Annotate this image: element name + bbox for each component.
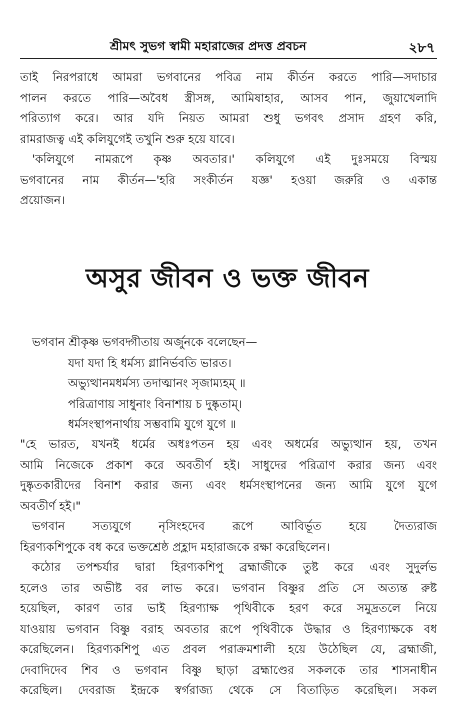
text-line: দুষ্কৃতকারীদের বিনাশ করার জন্য এবং ধর্মসংস্থাপনের জন্য আমি যুগে যুগে <box>20 478 437 492</box>
text-line: "হে ভারত, যখনই ধর্মের অধঃপতন হয় এবং অধর্মের অভ্যুত্থান হয়, তখন <box>20 437 437 451</box>
running-head: শ্রীমৎ সুভগ স্বামী মহারাজের প্রদত্ত প্রবচন <box>110 39 307 53</box>
text-line: তাই নিরপরাধে আমরা ভগবানের পবিত্র নাম কীর্তন করতে পারি—সদাচার <box>20 70 437 84</box>
text-line: প্রয়োজন। <box>20 193 65 207</box>
paragraph-2 <box>20 149 437 211</box>
text-line: আমি নিজেকে প্রকাশ করে অবতীর্ণ হই। সাধুদের পরিত্রাণ করার জন্য এবং <box>20 457 437 472</box>
text-line: অবতীর্ণ হই।" <box>20 498 81 513</box>
text-line: ভগবানের নাম কীর্তন—'হরি সংকীর্তন যজ্ঞ' হওয়া জরুরি ও একান্ত <box>20 172 437 187</box>
text-line: করেছিল। দেবরাজ ইন্দ্রকে স্বর্গরাজ্য থেকে সে বিতাড়িত করেছিল। সকল <box>20 683 437 697</box>
verse-line: অভ্যুত্থানমধর্মস্য তদাত্মানং সৃজাম্যহম্ ॥ <box>68 376 246 390</box>
text-line: হয়েছিল, কারণ তার ভাই হিরণ্যাক্ষ পৃথিবীকে হরণ করে সমুদ্রতলে নিয়ে <box>20 601 437 615</box>
text-line: যাওয়ায় ভগবান বিষ্ণু বরাহ অবতার রূপে পৃথিবীকে উদ্ধার ও হিরণ্যাক্ষকে বধ <box>20 621 437 636</box>
verse-intro: ভগবান শ্রীকৃষ্ণ ভগবদ্গীতায় অর্জুনকে বলেছেন— <box>32 335 258 349</box>
text-line: হলেও তার অভীষ্ট বর লাভ করে। ভগবান বিষ্ণুর প্রতি সে অত্যন্ত রুষ্ট <box>20 580 437 595</box>
verse-line: যদা যদা হি ধর্মস্য গ্লানির্ভবতি ভারত। <box>68 355 232 370</box>
text-line: 'কলিযুগে নামরূপে কৃষ্ণ অবতার।' কলিযুগে এই দুঃসময়ে বিস্ময় <box>32 152 437 166</box>
text-line: রামরাজত্ব এই কলিযুগেই তখুনি শুরু হয়ে যাবে। <box>20 131 235 146</box>
text-line: পালন করতে পারি—অবৈধ স্ত্রীসঙ্গ, আমিষাহার, আসব পান, জুয়াখেলাদি <box>20 90 437 105</box>
text-line: ভগবান সত্যযুগে নৃসিংহদেব রূপে আবির্ভূত হয়ে দৈত্যরাজ <box>32 519 437 533</box>
text-line: হিরণ্যকশিপুকে বধ করে ভক্তশ্রেষ্ঠ প্রহ্লাদ মহারাজকে রক্ষা করেছিলেন। <box>20 539 330 554</box>
verse-block <box>20 332 437 435</box>
text-line: কঠোর তপশ্চর্যার দ্বারা হিরণ্যকশিপু ব্রহ্মাজীকে তুষ্ট করে এবং সুদুর্লভ <box>32 560 437 574</box>
paragraph-translation <box>20 434 437 516</box>
verse-lines <box>20 353 437 435</box>
text-line: দেবাদিদেব শিব ও ভগবান বিষ্ণু ছাড়া ব্রহ্মাণ্ডের সকলকে তার শাসনাধীন <box>20 662 437 677</box>
verse-line: ধর্মসংস্থাপনার্থায় সম্ভবামি যুগে যুগে ॥ <box>68 417 237 431</box>
text-line: পরিত্যাগ করে। আর যদি নিয়ত আমরা শুধু ভগবৎ প্রসাদ গ্রহণ করি, <box>20 111 437 125</box>
page-header <box>20 36 437 59</box>
chapter-title: অসুর জীবন ও ভক্ত জীবন <box>85 264 370 294</box>
verse-line: পরিত্রাণায় সাধুনাং বিনাশায় চ দুষ্কৃতাম্। <box>68 396 243 411</box>
text-line: করেছিলেন। হিরণ্যকশিপু এত প্রবল পরাক্রমশালী হয়ে উঠেছিল যে, ব্রহ্মাজী, <box>20 642 437 656</box>
paragraph-5 <box>20 557 437 701</box>
page-number: ২৮৭ <box>408 40 435 56</box>
paragraph-4 <box>20 516 437 557</box>
paragraph-1 <box>20 67 437 149</box>
